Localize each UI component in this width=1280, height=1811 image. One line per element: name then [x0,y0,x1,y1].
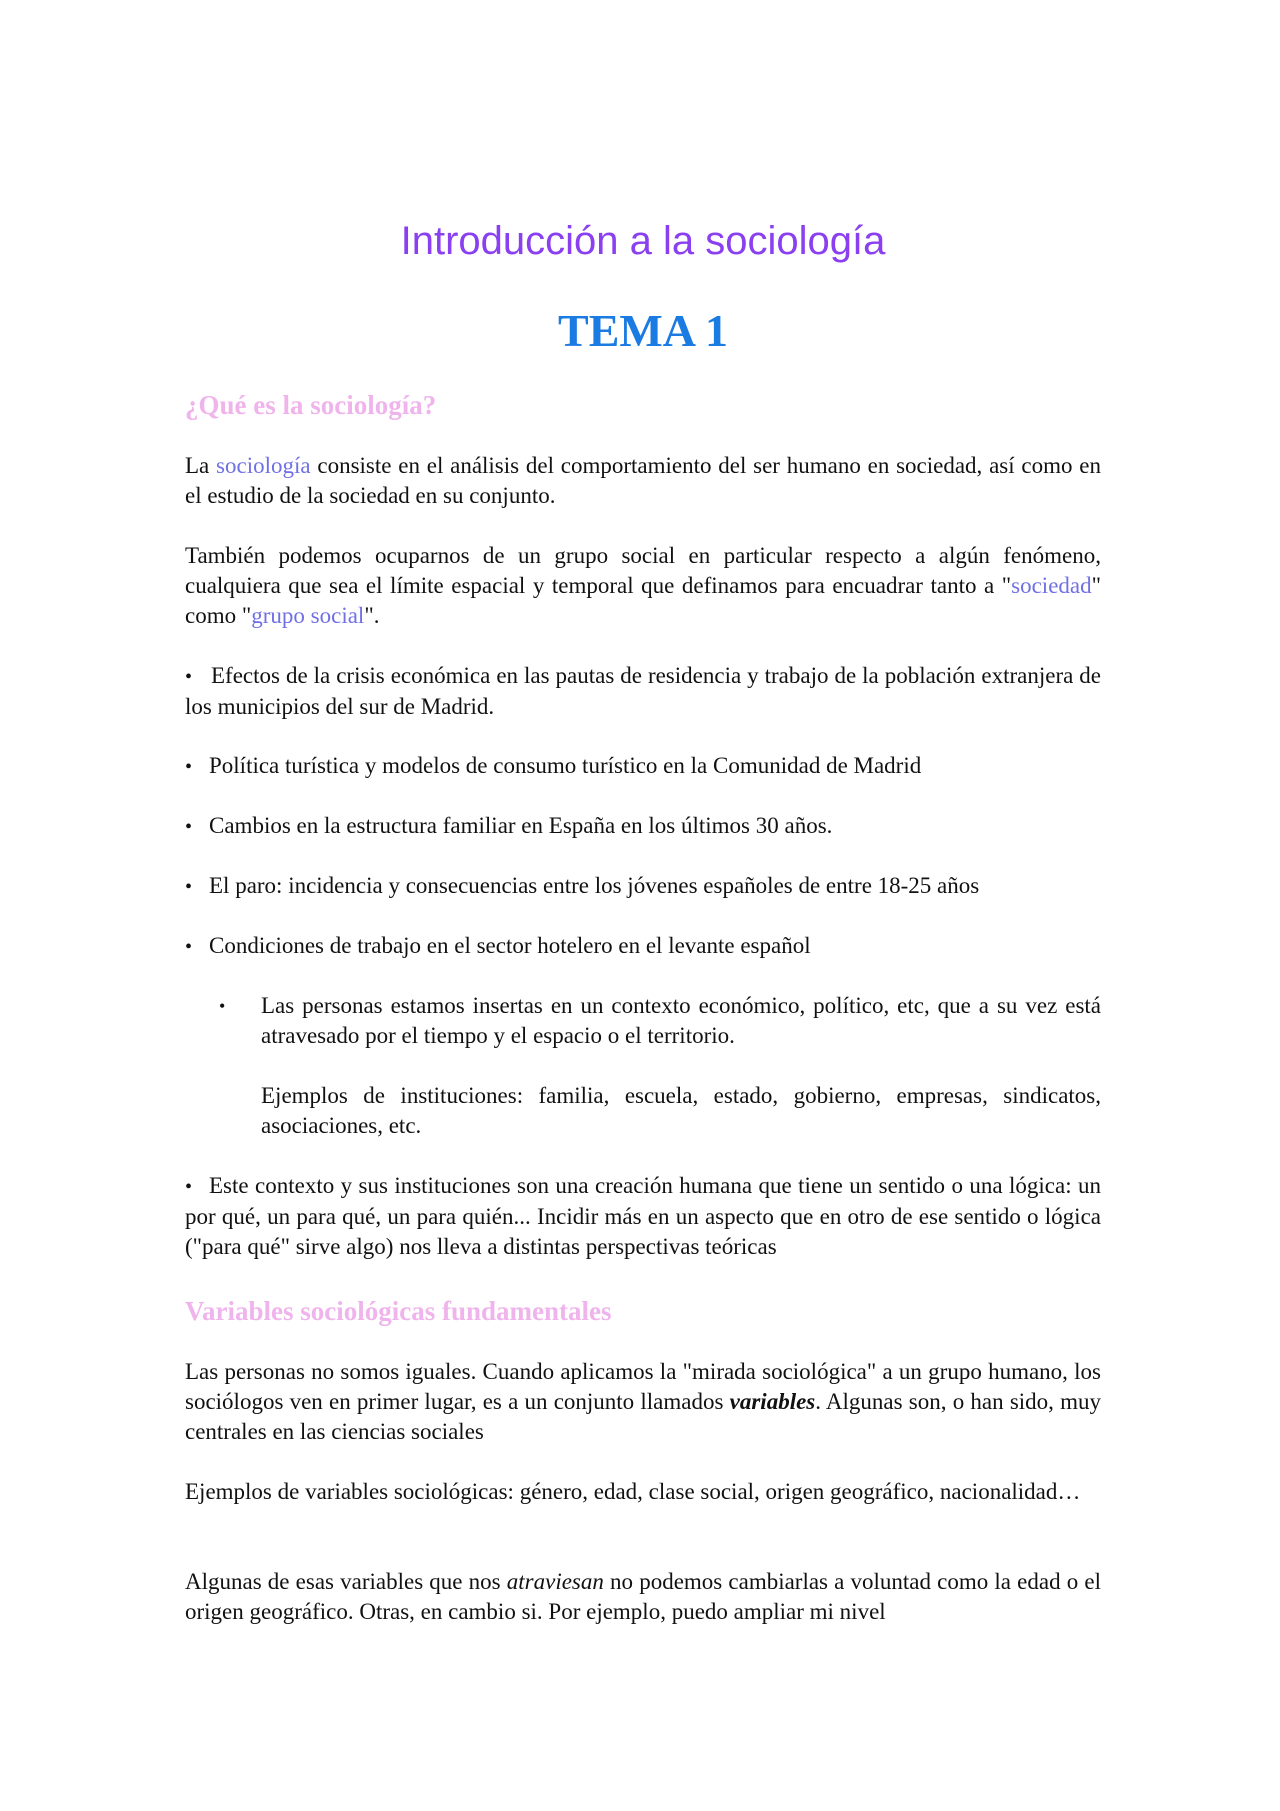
section-heading-que-es: ¿Qué es la sociología? [185,390,437,420]
document-title: Introducción a la sociología [400,219,886,263]
list-item-text: Las personas estamos insertas en un contexto económico, político, etc, que a su vez está atravesado por el tiempo y el espacio o el territorio. [261,993,1101,1048]
list-item-text: Este contexto y sus instituciones son una creación humana que tiene un sentido o una lógica: un por qué, un para qué, un para quién... Incidir más en un aspecto que en otro de ese sentido o lógica ("para qué" sirve algo) nos lleva a distintas perspectivas teóricas [185,1173,1101,1259]
list-item-text: Condiciones de trabajo en el sector hotelero en el levante español [209,933,811,958]
paragraph-definicion [185,451,1101,511]
list-item [185,661,1101,722]
text: " como " [185,573,1101,628]
bullet-icon: • [185,666,193,688]
sub-list-item [219,991,1101,1051]
emphasis-atraviesan: atraviesan [506,1569,604,1594]
paragraph-instituciones: Ejemplos de instituciones: familia, escuela, estado, gobierno, empresas, sindicatos, asociaciones, etc. [261,1083,1101,1138]
text: ". [364,603,380,628]
list-item [185,931,1101,962]
text: . Algunas son, o han sido, muy centrales en las ciencias sociales [185,1389,1101,1444]
paragraph-atraviesan [185,1567,1101,1627]
term-sociedad: sociedad [1011,573,1092,598]
list-item [185,811,1101,842]
text: También podemos ocuparnos de un grupo social en particular respecto a algún fenómeno, cualquiera que sea el límite espacial y temporal que definamos para encuadrar tanto a " [185,543,1101,598]
list-item [185,871,1101,902]
tema-heading: TEMA 1 [558,305,728,356]
text: La [185,453,217,478]
bullet-icon: • [185,936,193,958]
paragraph-ejemplos-variables: Ejemplos de variables sociológicas: género, edad, clase social, origen geográfico, nacionalidad… [185,1479,1081,1504]
list-item-text: Efectos de la crisis económica en las pautas de residencia y trabajo de la población extranjera de los municipios del sur de Madrid. [185,663,1101,719]
list-item-text: Política turística y modelos de consumo turístico en la Comunidad de Madrid [209,753,922,778]
bullet-icon: • [185,816,193,838]
list-item-text: El paro: incidencia y consecuencias entre los jóvenes españoles de entre 18-25 años [209,873,980,898]
bullet-icon: • [185,876,193,898]
bullet-icon: • [219,996,226,1016]
paragraph-variables [185,1357,1101,1447]
bullet-icon: • [185,756,193,778]
list-item [185,751,1101,782]
list-item-text: Cambios en la estructura familiar en España en los últimos 30 años. [209,813,833,838]
paragraph-grupo-social [185,541,1101,631]
term-grupo-social: grupo social [251,603,365,628]
text: Las personas no somos iguales. Cuando aplicamos la "mirada sociológica" a un grupo humano, los sociólogos ven en primer lugar, es a un conjunto llamados [185,1359,1101,1414]
bullet-icon: • [185,1176,193,1198]
emphasis-variables: variables [729,1389,816,1414]
list-item [185,1171,1101,1262]
term-sociologia: sociología [216,453,311,478]
section-heading-variables: Variables sociológicas fundamentales [185,1296,612,1326]
text: consiste en el análisis del comportamiento del ser humano en sociedad, así como en el estudio de la sociedad en su conjunto. [185,453,1101,508]
text: Algunas de esas variables que nos [185,1569,507,1594]
text: no podemos cambiarlas a voluntad como la edad o el origen geográfico. Otras, en cambio si. Por ejemplo, puedo ampliar mi nivel [185,1569,1101,1624]
